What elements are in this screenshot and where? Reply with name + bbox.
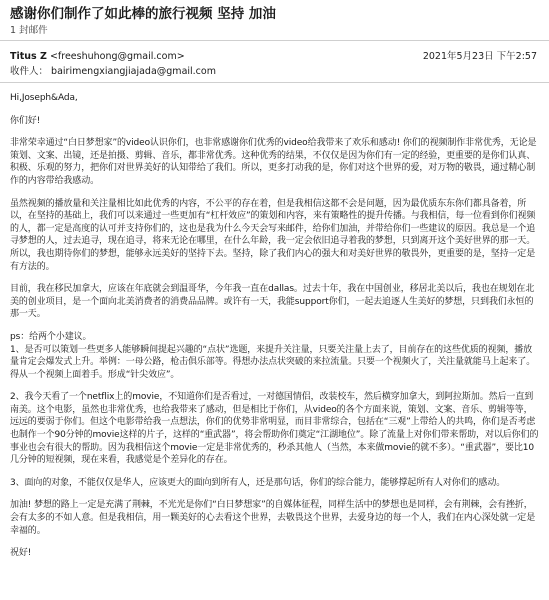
sign-off: 祝好! <box>10 548 32 559</box>
email-subject: 感谢你们制作了如此棒的旅行视频 坚持 加油 <box>10 6 276 22</box>
email-date: 2021年5月23日 下午2:57 <box>422 51 537 62</box>
body-paragraph: ps：给两个小建议。 1、是否可以策划一些更多人能够瞬间提起兴趣的“点状”选题，来提升关注量，只要关注量上去了，目前存在的这些优质的视频，播放量肯定会爆发式上升。举例：一母公路，枪击俱乐部等。得想办法点状突破的来拉流量。只要一个视频火了，关注量就能马上起来了。得从一个视频上面着手。形成“针尖效应”。 <box>10 331 536 380</box>
recipient-line <box>10 66 216 78</box>
recipient-email[interactable]: bairimengxiangjiajada@gmail.com <box>51 66 216 77</box>
body-paragraph: 非常荣幸通过“白日梦想家”的video认识你们，也非常感谢你们优秀的video给我带来了欢乐和感动! 你们的视频制作非常优秀，无论是策划、文案、出镜，还是拍摄、剪辑、音乐，都非常优秀。这种优秀的结果，不仅仅是因为你们有一定的经验，更重要的是你们认真、积极、乐观的努力，把你们对世界美好的认知带给了我们。所以，更多打动我的是，你们对这个世界的爱，对万物的敬畏，通过精心制作的内容带给我感动。 <box>10 138 537 186</box>
sender-name[interactable]: Titus Z <box>10 51 47 62</box>
thread-count: 1 封邮件 <box>10 25 48 36</box>
divider <box>0 40 549 41</box>
sender-line <box>10 51 185 63</box>
recipient-label: 收件人： <box>10 66 49 77</box>
greeting-2: 你们好! <box>10 115 41 126</box>
body-paragraph: 3、面向的对象，不能仅仅是华人，应该更大的面向到所有人，还是那句话，你们的综合能力，能够撑起所有人对你们的感动。 <box>10 477 506 488</box>
body-paragraph: 加油! 梦想的路上一定是充满了荆棘，不光光是你们“白日梦想家”的自媒体征程，同样生活中的梦想也是同样，会有荆棘，会有挫折，会有太多的不如人意。但是我相信，用一颗美好的心去看这个世界，去敬畏这个世界，去爱身边的每一个人，我们在内心深处就一定是幸福的。 <box>10 500 536 536</box>
body-paragraph: 2、我今天看了一个netflix上的movie，不知道你们是否看过，一对德国情侣，改装校车，然后横穿加拿大，到阿拉斯加。然后一直到南美。这个电影，虽然也非常优秀，也给我带来了感动，但是相比于你们，从video的各个方面来说，策划、文案、音乐、剪辑等等，远远的要弱于你们。但这个电影带给我一点想法，你们的优势非常明显，而目非常综合，包括在“三观”上带给人的共鸣，你们是否考虑也制作一个90分钟的movie这样的片子，这样的“重武器”，将会帮助你们奠定“江湖地位”。除了流量上对你们带来帮助，对以后你们的事业也会有很大的帮助。因为我相信这个movie一定是非常优秀的，秒杀其他人（当然，本来做movie的就不多）。“重武器”，要比10几分钟的短视频，现在来看，我感觉是个差异化的存在。 <box>10 392 539 466</box>
greeting: Hi,Joseph&Ada, <box>10 93 78 103</box>
divider <box>0 82 549 83</box>
email-body <box>10 92 540 570</box>
body-paragraph: 虽然视频的播放量和关注量相比如此优秀的内容，不公平的存在着，但是我相信这都不会是问题，因为最优质东东你们都具备着，所以，在坚持的基础上，我们可以来通过一些更加有“杠杆效应”的策划和内容，来有策略性的提升传播。与我相信，每一位看到你们视频的人，都一定是高度的认可并支持你们的，这也是我为什么今天会写来邮件，给你们加油，并带给你们一些建议的原因。我总是一个追寻梦想的人，过去追寻，现在追寻，将来无论在哪里，在什么年龄，我一定会依旧追寻着我的梦想，只到离开这个美好世界的那一天。所以，我也期待你们的梦想，能够永远美好的坚持下去。坚持，除了我们内心的强大和对美好世界的敬畏外，更重要的是，坚持一定是有方法的。 <box>10 198 536 272</box>
sender-email[interactable]: <freeshuhong@gmail.com> <box>49 51 185 62</box>
body-paragraph: 目前，我在移民加拿大，应该在年底就会到温哥华，今年我一直在dallas。过去十年，我在中国创业，移居北美以后，我也在规划在北美的创业项目，是一个面向北美消费者的消费品品牌。或许有一天，我能support你们，一起去追逐人生美好的梦想，只到我们永恒的那一天。 <box>10 284 535 320</box>
